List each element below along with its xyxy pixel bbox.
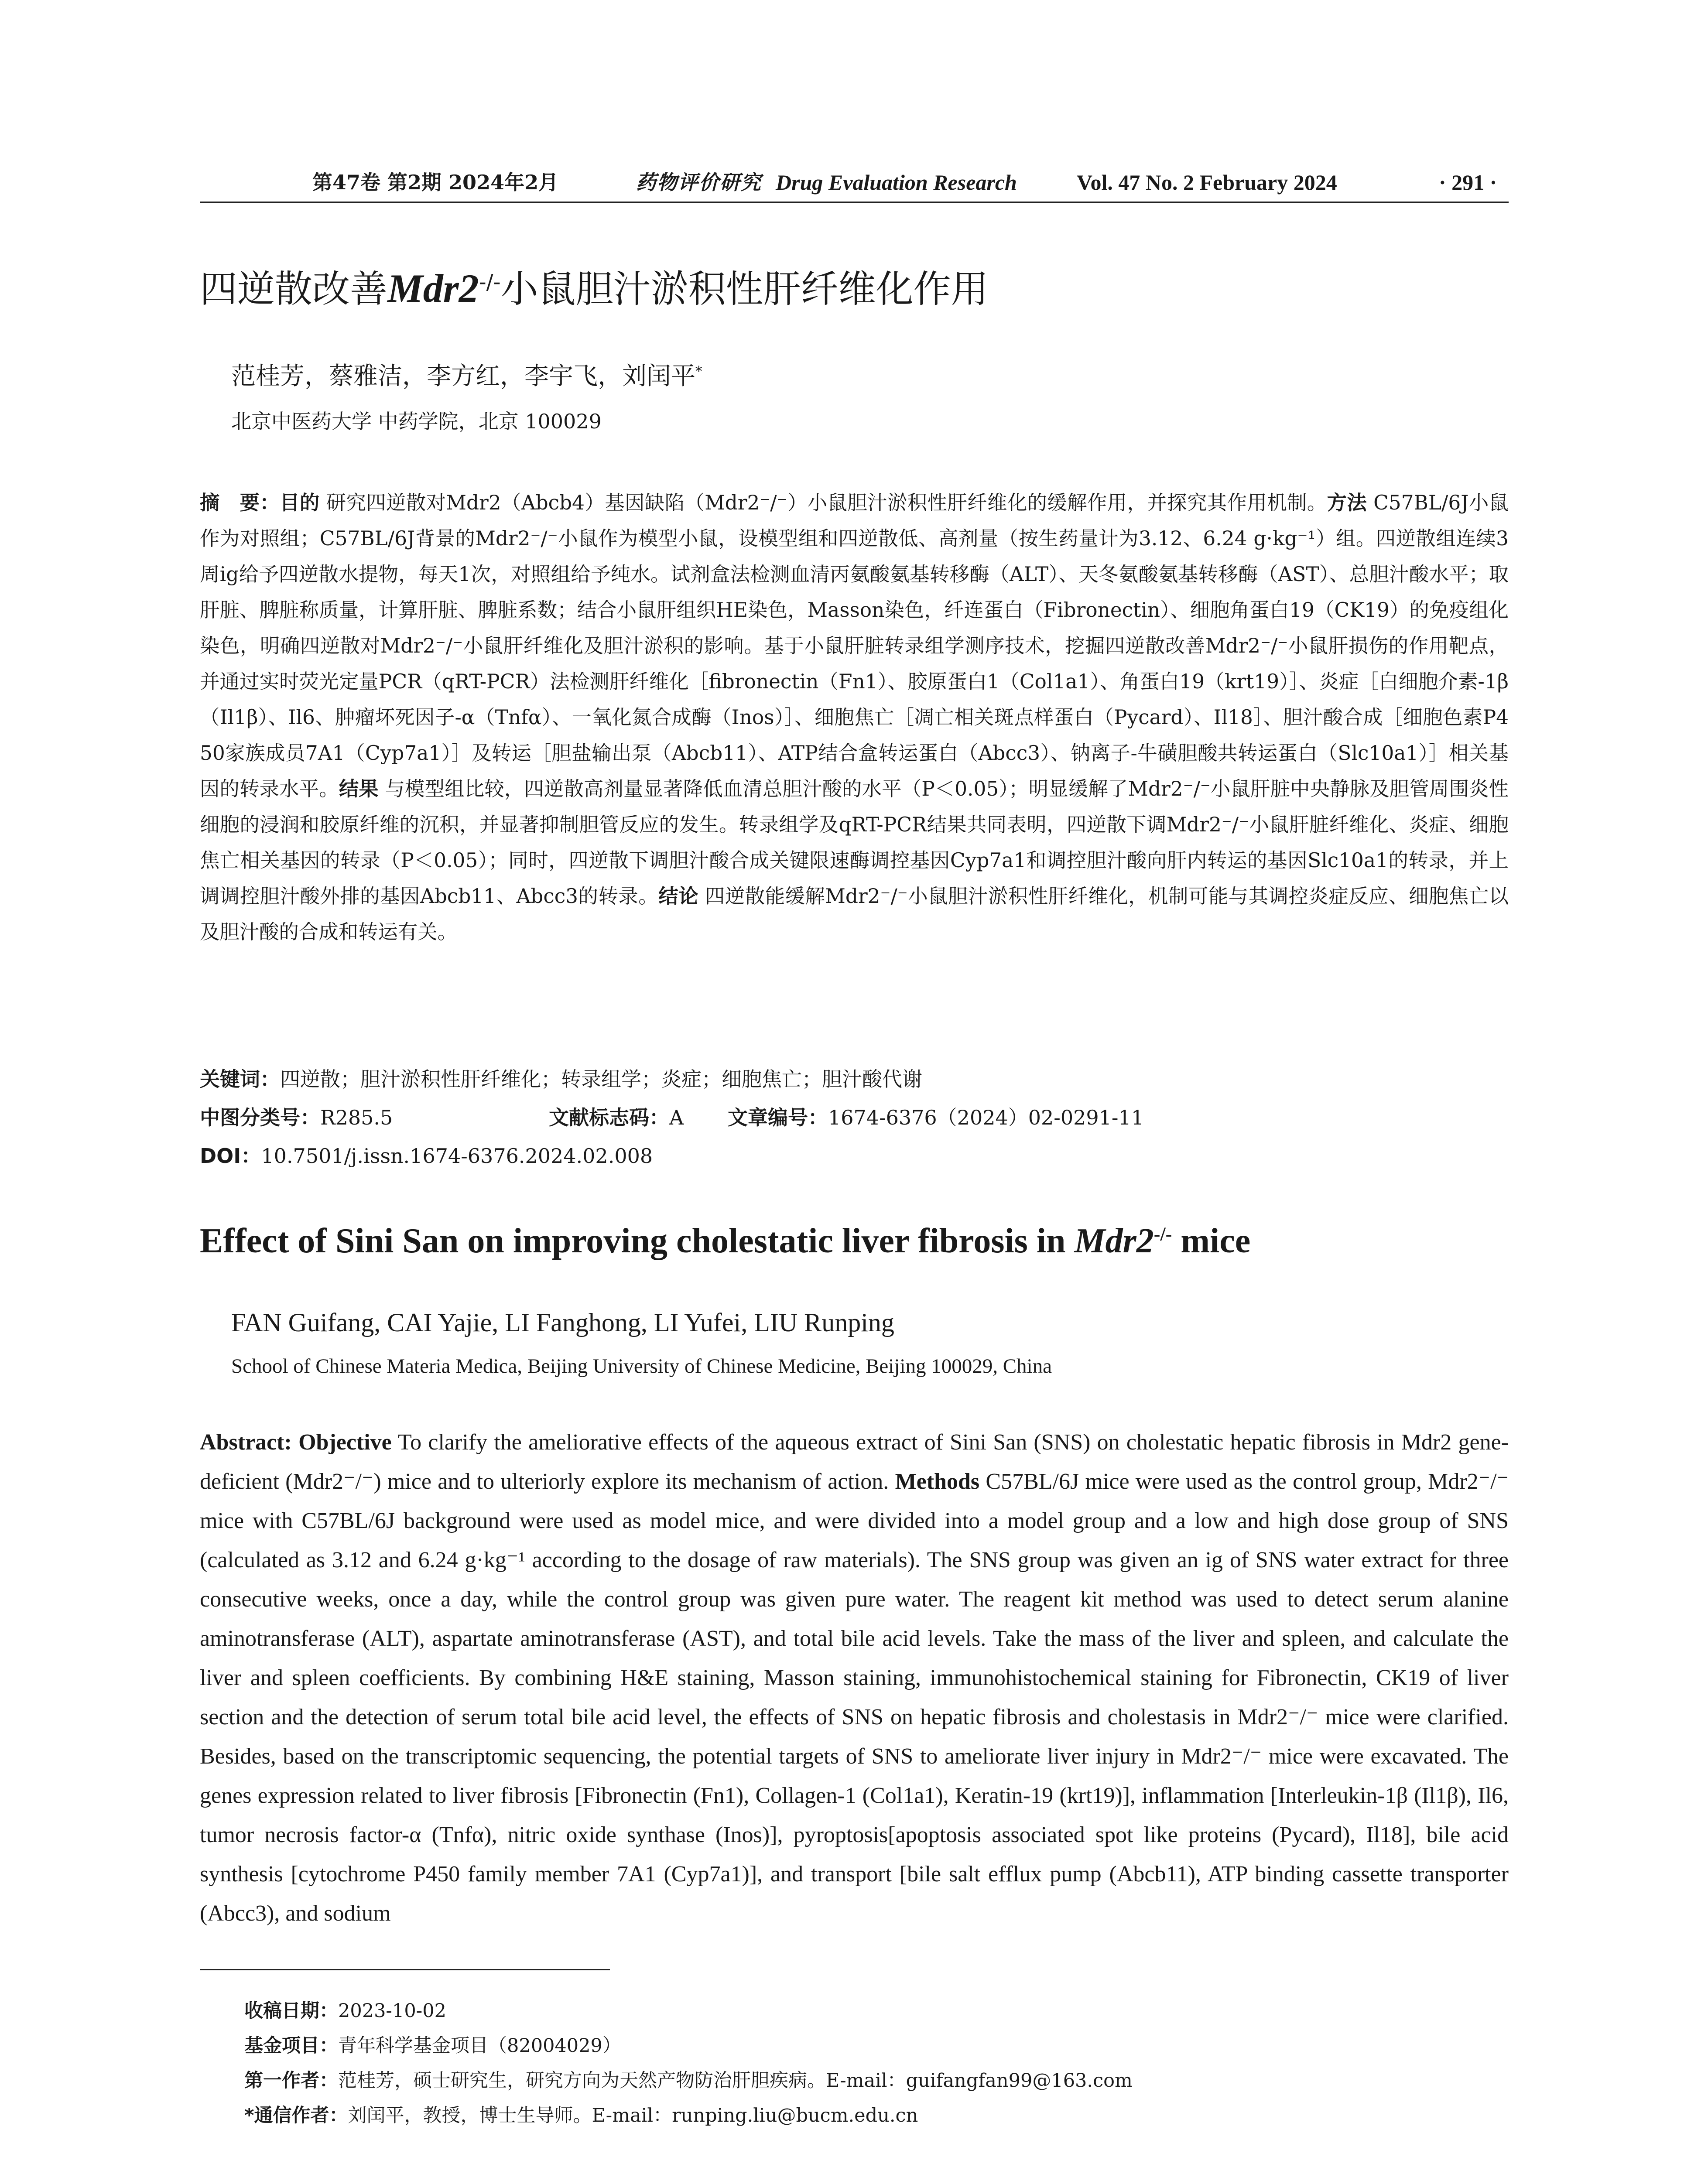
volume-info-en: Vol. 47 No. 2 February 2024 <box>1077 170 1337 195</box>
corresponding-author-info <box>244 2098 1492 2133</box>
abstract-en-heading: Abstract: <box>200 1430 292 1455</box>
conclusion-label-cn: 结论 <box>658 885 699 908</box>
objective-label-en: Objective <box>298 1430 392 1455</box>
fund-info <box>244 2028 1492 2063</box>
abstract-cn-heading: 摘 要： <box>200 491 280 514</box>
title-en-sup: -/- <box>1153 1223 1172 1245</box>
doc-code-value: A <box>669 1106 684 1129</box>
affiliation-cn: 北京中医药大学 中药学院，北京 100029 <box>231 410 602 433</box>
received-label: 收稿日期： <box>244 2000 338 2022</box>
clc-field <box>200 1101 393 1134</box>
authors-en: FAN Guifang, CAI Yajie, LI Fanghong, LI Yufei, LIU Runping <box>231 1308 894 1337</box>
doc-code-field <box>549 1101 684 1134</box>
first-author-label: 第一作者： <box>244 2070 338 2092</box>
methods-label-cn: 方法 <box>1327 491 1367 514</box>
issue-info-cn: 第47卷 第2期 2024年2月 <box>312 171 559 194</box>
first-author-value: 范桂芳，硕士研究生，研究方向为天然产物防治肝胆疾病。E-mail：guifangfan99@163.com <box>338 2070 1133 2092</box>
article-title-en <box>200 1217 1509 1265</box>
classification-line <box>200 1101 1509 1134</box>
abstract-cn <box>200 485 1509 950</box>
methods-label-en: Methods <box>895 1469 980 1494</box>
corresponding-value: 刘闰平，教授，博士生导师。E-mail：runping.liu@bucm.edu.cn <box>348 2105 918 2126</box>
footnotes <box>244 1993 1492 2133</box>
article-number-value: 1674-6376（2024）02-0291-11 <box>828 1106 1144 1129</box>
article-title-cn <box>200 264 1509 313</box>
clc-label: 中图分类号： <box>200 1106 320 1129</box>
footnote-divider <box>200 1969 610 1970</box>
objective-text-en: To clarify the ameliorative effects of the aqueous extract of Sini San (SNS) on cholestatic hepatic fibrosis in Mdr2 gene-deficient (Mdr2⁻/⁻) mice and to ulteriorly explore its mechanism of action. <box>200 1430 1509 1494</box>
keywords-label: 关键词： <box>200 1067 280 1091</box>
results-text-cn: 与模型组比较，四逆散高剂量显著降低血清总胆汁酸的水平（P＜0.05）；明显缓解了Mdr2⁻/⁻小鼠肝脏中央静脉及胆管周围炎性细胞的浸润和胶原纤维的沉积，并显著抑制胆管反应的发生。转录组学及qRT-PCR结果共同表明，四逆散下调Mdr2⁻/⁻小鼠肝脏纤维化、炎症、细胞焦亡相关基因的转录（P＜0.05）；同时，四逆散下调胆汁酸合成关键限速酶调控基因Cyp7a1和调控胆汁酸向肝内转运的基因Slc10a1的转录，并上调调控胆汁酸外排的基因Abcb11、Abcc3的转录。 <box>200 777 1509 908</box>
authors-cn <box>231 361 702 392</box>
title-cn-sup: -/- <box>479 270 501 294</box>
article-number-field <box>728 1101 1144 1134</box>
page-number: · 291 · <box>1439 170 1497 195</box>
article-number-label: 文章编号： <box>728 1106 828 1129</box>
conclusion-text-cn: 四逆散能缓解Mdr2⁻/⁻小鼠胆汁淤积性肝纤维化，机制可能与其调控炎症反应、细胞焦亡以及胆汁酸的合成和转运有关。 <box>200 885 1509 944</box>
abstract-en <box>200 1423 1509 1933</box>
journal-name-en: Drug Evaluation Research <box>776 170 1017 195</box>
doi-line <box>200 1139 653 1173</box>
corresponding-mark: * <box>695 363 702 379</box>
first-author-info <box>244 2063 1492 2098</box>
journal-logo: 药物评价研究 <box>636 171 762 194</box>
received-value: 2023-10-02 <box>338 2000 446 2022</box>
corresponding-label: *通信作者： <box>244 2105 348 2126</box>
keywords-text: 四逆散；胆汁淤积性肝纤维化；转录组学；炎症；细胞焦亡；胆汁酸代谢 <box>280 1067 922 1091</box>
methods-text-cn: C57BL/6J小鼠作为对照组；C57BL/6J背景的Mdr2⁻/⁻小鼠作为模型小鼠，设模型组和四逆散低、高剂量（按生药量计为3.12、6.24 g·kg⁻¹）组。四逆散组连续3周ig给予四逆散水提物，每天1次，对照组给予纯水。试剂盒法检测血清丙氨酸氨基转移酶（ALT）、天冬氨酸氨基转移酶（AST）、总胆汁酸水平；取肝脏、脾脏称质量，计算肝脏、脾脏系数；结合小鼠肝组织HE染色，Masson染色，纤连蛋白（Fibronectin）、细胞角蛋白19（CK19）的免疫组化染色，明确四逆散对Mdr2⁻/⁻小鼠肝纤维化及胆汁淤积的影响。基于小鼠肝脏转录组学测序技术，挖掘四逆散改善Mdr2⁻/⁻小鼠肝损伤的作用靶点，并通过实时荧光定量PCR（qRT-PCR）法检测肝纤维化［fibronectin（Fn1）、胶原蛋白1（Col1a1）、角蛋白19（krt19）］、炎症［白细胞介素-1β（Il1β）、Il6、肿瘤坏死因子-α（Tnfα）、一氧化氮合成酶（Inos）］、细胞焦亡［凋亡相关斑点样蛋白（Pycard）、Il18］、胆汁酸合成［细胞色素P450家族成员7A1（Cyp7a1）］及转运［胆盐输出泵（Abcb11）、ATP结合盒转运蛋白（Abcc3）、钠离子-牛磺胆酸共转运蛋白（Slc10a1）］相关基因的转录水平。 <box>200 491 1509 800</box>
keywords-cn <box>200 1063 1509 1096</box>
methods-text-en: C57BL/6J mice were used as the control group, Mdr2⁻/⁻ mice with C57BL/6J background were used as model mice, and were divided into a model group and a low and high dose group of SNS (calculated as 3.12 and 6.24 g·kg⁻¹ according to the dosage of raw materials). The SNS group was given an ig of SNS water extract for three consecutive weeks, once a day, while the control group was given pure water. The reagent kit method was used to detect serum alanine aminotransferase (ALT), aspartate aminotransferase (AST), and total bile acid levels. Take the mass of the liver and spleen, and calculate the liver and spleen coefficients. By combining H&E staining, Masson staining, immunohistochemical staining for Fibronectin, CK19 of liver section and the detection of serum total bile acid level, the effects of SNS on hepatic fibrosis and cholestasis in Mdr2⁻/⁻ mice were clarified. Besides, based on the transcriptomic sequencing, the potential targets of SNS to ameliorate liver injury in Mdr2⁻/⁻ mice were excavated. The genes expression related to liver fibrosis [Fibronectin (Fn1), Collagen-1 (Col1a1), Keratin-19 (krt19)], inflammation [Interleukin-1β (Il1β), Il6, tumor necrosis factor-α (Tnfα), nitric oxide synthase (Inos)], pyroptosis[apoptosis associated spot like proteins (Pycard), Il18], bile acid synthesis [cytochrome P450 family member 7A1 (Cyp7a1)], and transport [bile salt efflux pump (Abcb11), ATP binding cassette transporter (Abcc3), and sodium <box>200 1469 1509 1926</box>
doc-code-label: 文献标志码： <box>549 1106 669 1129</box>
objective-text-cn: 研究四逆散对Mdr2（Abcb4）基因缺陷（Mdr2⁻/⁻）小鼠胆汁淤积性肝纤维化的缓解作用，并探究其作用机制。 <box>326 491 1327 514</box>
author-list-cn: 范桂芳，蔡雅洁，李方红，李宇飞，刘闰平 <box>231 362 695 390</box>
doi-value[interactable]: 10.7501/j.issn.1674-6376.2024.02.008 <box>261 1144 653 1168</box>
title-cn-post: 小鼠胆汁淤积性肝纤维化作用 <box>500 267 989 311</box>
title-en-pre: Effect of Sini San on improving cholestatic liver fibrosis in <box>200 1222 1075 1260</box>
doi-label: DOI： <box>200 1144 261 1168</box>
header-divider <box>200 202 1509 203</box>
affiliation-en: School of Chinese Materia Medica, Beijing University of Chinese Medicine, Beijing 100029, China <box>231 1355 1052 1378</box>
title-cn-pre: 四逆散改善 <box>200 267 387 311</box>
objective-label-cn: 目的 <box>280 491 320 514</box>
fund-label: 基金项目： <box>244 2035 338 2057</box>
title-cn-gene: Mdr2 <box>387 266 479 311</box>
running-header <box>200 169 1509 195</box>
clc-value: R285.5 <box>320 1106 393 1129</box>
fund-value: 青年科学基金项目（82004029） <box>338 2035 621 2057</box>
results-label-cn: 结果 <box>339 777 379 800</box>
received-date <box>244 1993 1492 2028</box>
title-en-post: mice <box>1172 1222 1251 1260</box>
title-en-gene: Mdr2 <box>1074 1222 1154 1260</box>
